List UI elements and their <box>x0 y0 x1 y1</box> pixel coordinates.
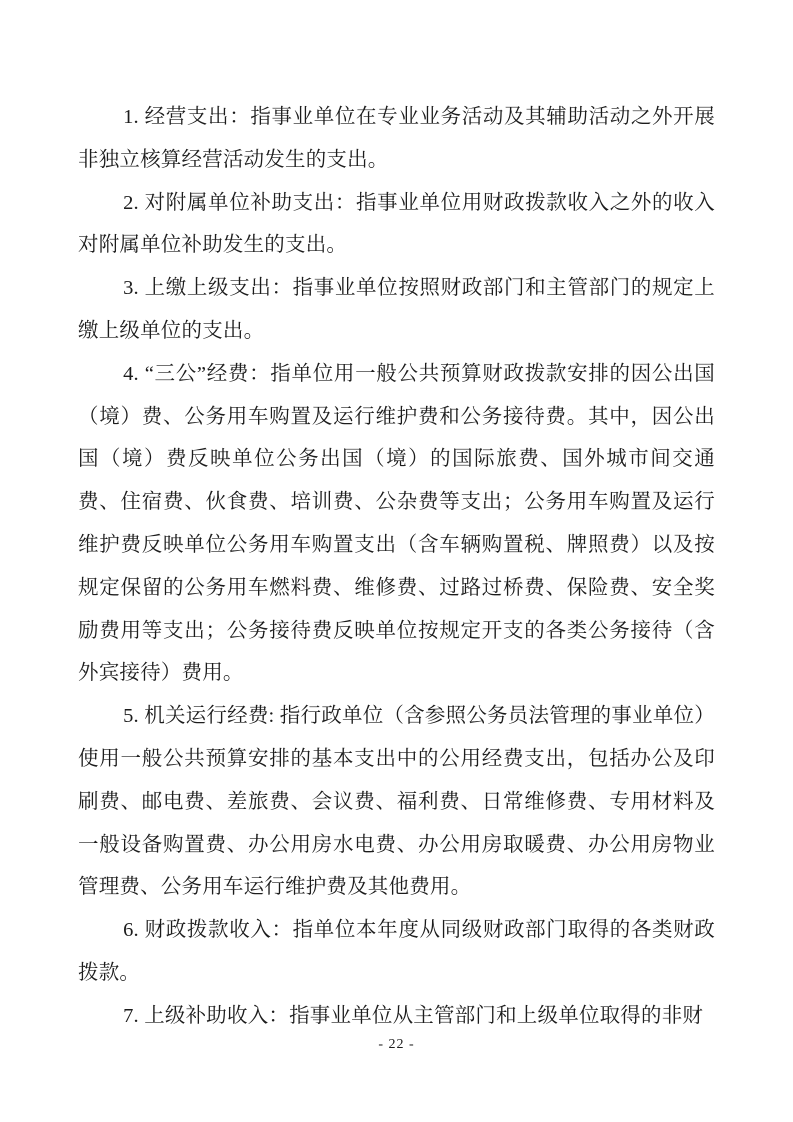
paragraph-subsidy-to-affiliates: 2. 对附属单位补助支出：指事业单位用财政拨款收入之外的收入对附属单位补助发生的支出。 <box>78 191 715 257</box>
paragraph-three-public-expenses: 4. “三公”经费：指单位用一般公共预算财政拨款安排的因公出国（境）费、公务用车购置及运行维护费和公务接待费。其中，因公出国（境）费反映单位公务出国（境）的国际旅费、国外城市间交通费、住宿费、伙食费、培训费、公杂费等支出；公务用车购置及运行维护费反映单位公务用车购置支出（含车辆购置税、牌照费）以及按规定保留的公务用车燃料费、维修费、过路过桥费、保险费、安全奖励费用等支出；公务接待费反映单位按规定开支的各类公务接待（含外宾接待）费用。 <box>78 362 715 685</box>
paragraph-fiscal-appropriation-income: 6. 财政拨款收入：指单位本年度从同级财政部门取得的各类财政拨款。 <box>78 919 715 984</box>
document-body <box>78 96 715 1038</box>
paragraph-superior-subsidy-income: 7. 上级补助收入：指事业单位从主管部门和上级单位取得的非财 <box>123 1004 704 1027</box>
page-number: - 22 - <box>378 1037 415 1052</box>
paragraph-operating-expenditure: 1. 经营支出：指事业单位在专业业务活动及其辅助活动之外开展非独立核算经营活动发生的支出。 <box>78 106 715 171</box>
paragraph-payment-to-superior: 3. 上缴上级支出：指事业单位按照财政部门和主管部门的规定上缴上级单位的支出。 <box>78 277 715 342</box>
paragraph-agency-operating-funds: 5. 机关运行经费: 指行政单位（含参照公务员法管理的事业单位）使用一般公共预算安排的基本支出中的公用经费支出，包括办公及印刷费、邮电费、差旅费、会议费、福利费、日常维修费、专用材料及一般设备购置费、办公用房水电费、办公用房取暖费、办公用房物业管理费、公务用车运行维护费及其他费用。 <box>78 705 715 899</box>
